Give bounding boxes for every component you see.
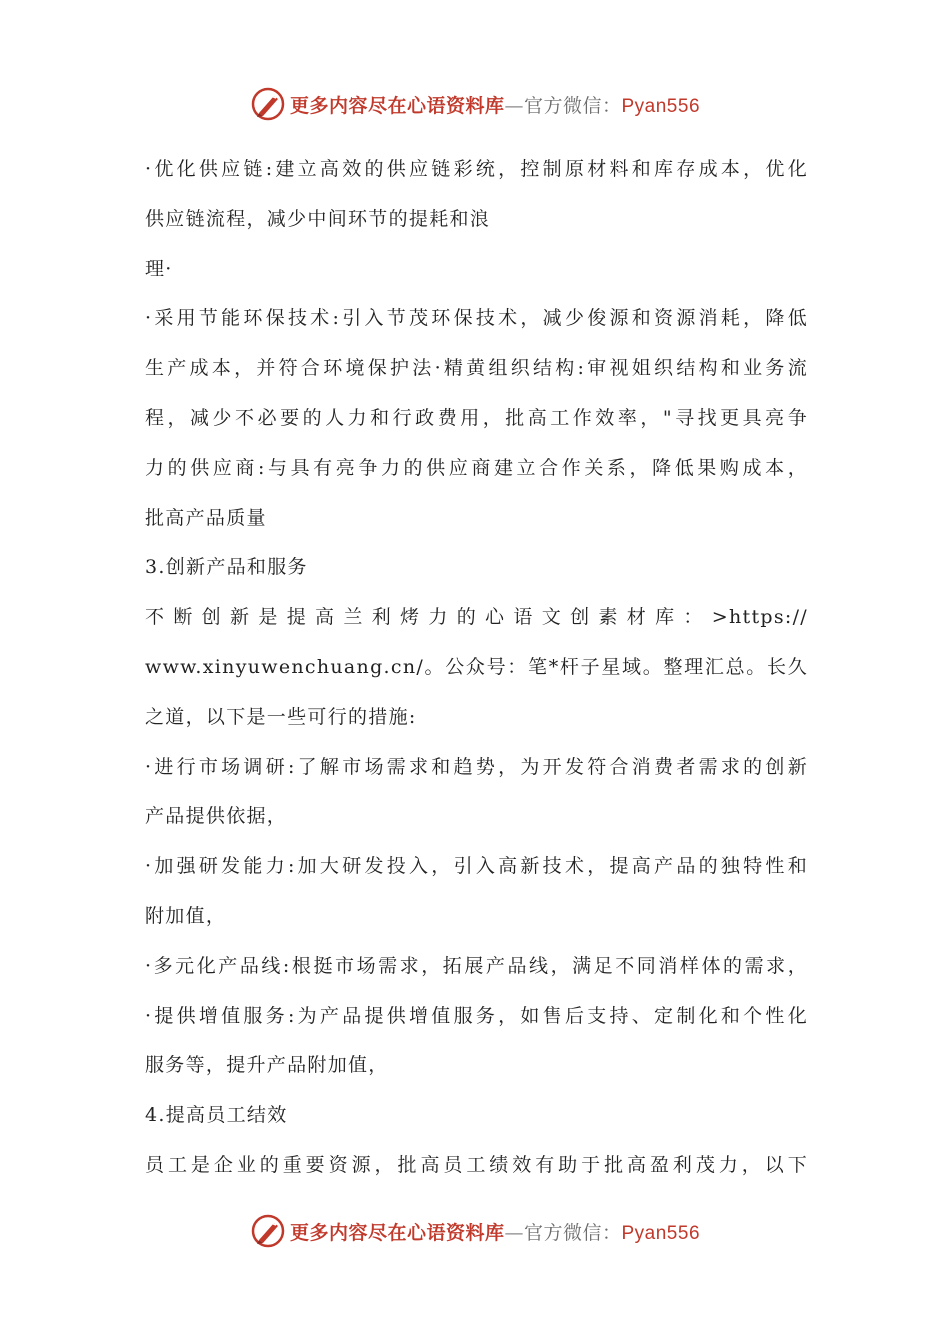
banner-title: 更多内容尽在心语资料库 (289, 1221, 505, 1244)
pen-logo-icon (250, 86, 286, 122)
banner-wechat-id: Pyan556 (621, 95, 701, 117)
footer-banner (0, 1211, 950, 1251)
banner-title: 更多内容尽在心语资料库 (289, 94, 505, 117)
text-line: 程，减少不必要的人力和行政费用，批高工作效率，"寻找更具亮争 (145, 406, 808, 429)
text-line: 之道，以下是一些可行的措施: (145, 705, 417, 728)
banner-dash: — (504, 1221, 524, 1244)
text-line: 产品提供依据， (145, 805, 288, 828)
document-body (145, 145, 808, 1191)
text-line: 不断创新是提高兰利烤力的心语文创素材库：>https:// (145, 606, 808, 629)
text-line: ·加强研发能力:加大研发投入，引入高新技术，提高产品的独特性和 (145, 855, 808, 878)
banner-label: 官方微信： (523, 94, 622, 117)
text-line: 员工是企业的重要资源，批高员工绩效有助于批高盈利茂力，以下 (145, 1153, 808, 1176)
text-line: 生产成本，并符合环境保护法·精黄组织结构:审视姐织结构和业务流 (145, 357, 808, 380)
text-line: ·采用节能环保技术:引入节茂环保技术，减少俊源和资源消耗，降低 (145, 307, 808, 330)
banner-dash: — (504, 94, 524, 117)
text-line: 批高产品质量 (145, 506, 267, 529)
banner-text (290, 1218, 700, 1245)
text-line: ·多元化产品线:根挺市场需求，拓展产品线，满足不同消样体的需求， (145, 954, 808, 977)
banner-text (290, 91, 700, 118)
text-line: www.xinyuwenchuang.cn/。公众号：笔*杆子星域。整理汇总。长久 (145, 655, 808, 678)
text-line: 理· (145, 257, 173, 280)
text-line: ·进行市场调研:了解市场需求和趋势，为开发符合消费者需求的创新 (145, 755, 808, 778)
banner-label: 官方微信： (523, 1221, 622, 1244)
text-line: ·提供增值服务:为产品提供增值服务，如售后支持、定制化和个性化 (145, 1004, 808, 1027)
section-heading: 4.提高员工结效 (145, 1104, 288, 1127)
text-line: 附加值， (145, 904, 227, 927)
pen-logo-icon (250, 1213, 286, 1249)
banner-wechat-id: Pyan556 (621, 1222, 701, 1244)
section-heading: 3.创新产品和服务 (145, 556, 308, 579)
text-line: 服务等，提升产品附加值， (145, 1054, 389, 1077)
header-banner (0, 84, 950, 124)
text-line: 供应链流程，减少中间环节的提耗和浪 (145, 207, 491, 230)
text-line: 力的供应商:与具有亮争力的供应商建立合作关系，降低果购成本， (145, 456, 808, 479)
text-line: ·优化供应链:建立高效的供应链彩统，控制原材料和库存成本，优化 (145, 158, 808, 180)
